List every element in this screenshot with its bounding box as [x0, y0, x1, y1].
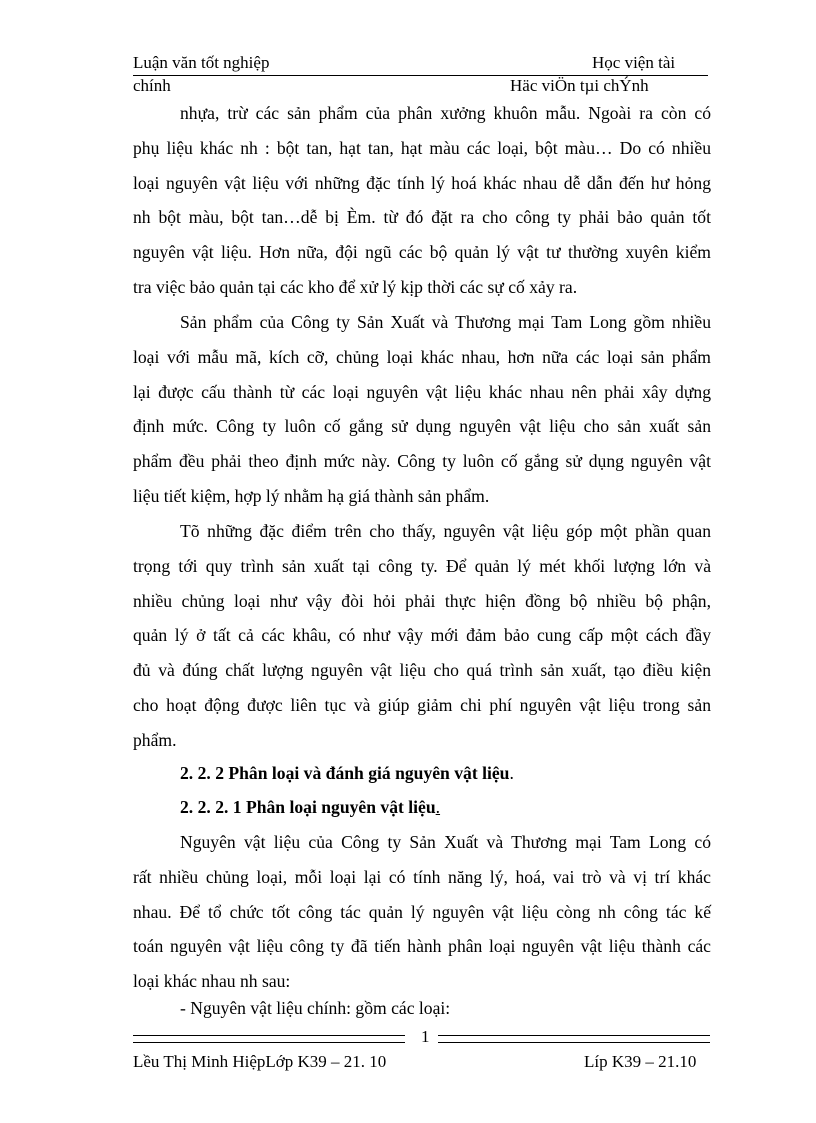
subsection-heading-tail: .: [435, 797, 441, 817]
text-line: quản lý ở tất cả các khâu, có như vậy mới đảm bảo cung cấp một cách đầy: [133, 625, 711, 646]
text-line: - Nguyên vật liệu chính: gồm các loại:: [180, 998, 451, 1018]
section-heading-tail: .: [509, 763, 514, 783]
text-line: liệu tiết kiệm, hợp lý nhằm hạ giá thành sản phẩm.: [133, 485, 490, 506]
text-line: đủ và đúng chất lượng nguyên vật liệu cho quá trình sản xuất, tạo điều kiện: [133, 660, 711, 681]
text-line: lại được cấu thành từ các loại nguyên vật liệu khác nhau nên phải xây dựng: [133, 381, 711, 402]
section-heading-text: 2. 2. 2 Phân loại và đánh giá nguyên vật liệu: [180, 763, 510, 783]
header-subtitle-left: chính: [133, 76, 171, 95]
text-line: cho hoạt động được liên tục và giúp giảm chi phí nguyên vật liệu trong sản: [133, 694, 711, 715]
paragraph-1: [133, 96, 711, 305]
text-line: phụ liệu khác nh : bột tan, hạt tan, hạt màu các loại, bột màu… Do có nhiều: [133, 137, 711, 158]
footer-class: Líp K39 – 21.10: [584, 1052, 697, 1071]
footer-author: Lều Thị Minh HiệpLớp K39 – 21. 10: [133, 1052, 387, 1071]
subsection-heading-text: 2. 2. 2. 1 Phân loại nguyên vật liệu: [180, 797, 436, 817]
subsection-heading: [133, 790, 711, 825]
text-line: loại với mẫu mã, kích cỡ, chủng loại khác nhau, hơn nữa các loại sản phẩm: [133, 346, 711, 367]
paragraph-3: [133, 514, 711, 758]
paragraph-4: [133, 825, 711, 999]
text-line: Nguyên vật liệu của Công ty Sản Xuất và Thương mại Tam Long có: [180, 832, 711, 852]
text-line: định mức. Công ty luôn cố gắng sử dụng nguyên vật liệu cho sản xuất sản: [133, 416, 711, 437]
page-number: 1: [421, 1027, 430, 1046]
text-line: loại nguyên vật liệu với những đặc tính lý hoá khác nhau dễ dẫn đến hư hỏng: [133, 172, 711, 193]
section-heading: [133, 756, 711, 791]
header-title-right: Học viện tài: [592, 53, 676, 72]
text-line: nh bột màu, bột tan…dễ bị Èm. từ đó đặt ra cho công ty phải bảo quản tốt: [133, 207, 711, 228]
text-line: Sản phẩm của Công ty Sản Xuất và Thương mại Tam Long gồm nhiều: [180, 312, 711, 332]
text-line: phẩm đều phải theo định mức này. Công ty luôn cố gắng sử dụng nguyên vật: [133, 451, 711, 472]
text-line: phẩm.: [133, 729, 177, 750]
paragraph-2: [133, 305, 711, 514]
header-title-left: Luận văn tốt nghiệp: [133, 53, 270, 72]
text-line: nguyên vật liệu. Hơn nữa, đội ngũ các bộ quản lý vật tư thường xuyên kiểm: [133, 242, 711, 263]
footer-rule-right: [438, 1035, 710, 1043]
text-line: loại khác nhau nh sau:: [133, 971, 291, 992]
paragraph-5: [133, 991, 711, 1026]
text-line: toán nguyên vật liệu công ty đã tiến hành phân loại nguyên vật liệu thành các: [133, 936, 711, 957]
text-line: nhau. Để tổ chức tốt công tác quản lý nguyên vật liệu còng nh công tác kế: [133, 901, 711, 922]
header-subtitle-right: Häc viÖn tµi chÝnh: [510, 76, 649, 95]
text-line: nhựa, trừ các sản phẩm của phân xưởng khuôn mẫu. Ngoài ra còn có: [180, 103, 711, 123]
text-line: rất nhiều chủng loại, mỗi loại lại có tính năng lý, hoá, vai trò và vị trí khác: [133, 866, 711, 887]
text-line: nhiều chủng loại như vậy đòi hỏi phải thực hiện đồng bộ nhiều bộ phận,: [133, 590, 711, 611]
text-line: Tõ những đặc điểm trên cho thấy, nguyên vật liệu góp một phần quan: [180, 521, 711, 541]
text-line: trọng tới quy trình sản xuất tại công ty. Để quản lý mét khối lượng lớn và: [133, 555, 711, 576]
footer-rule-left: [133, 1035, 405, 1043]
text-line: tra việc bảo quản tại các kho để xử lý kịp thời các sự cố xảy ra.: [133, 276, 578, 297]
